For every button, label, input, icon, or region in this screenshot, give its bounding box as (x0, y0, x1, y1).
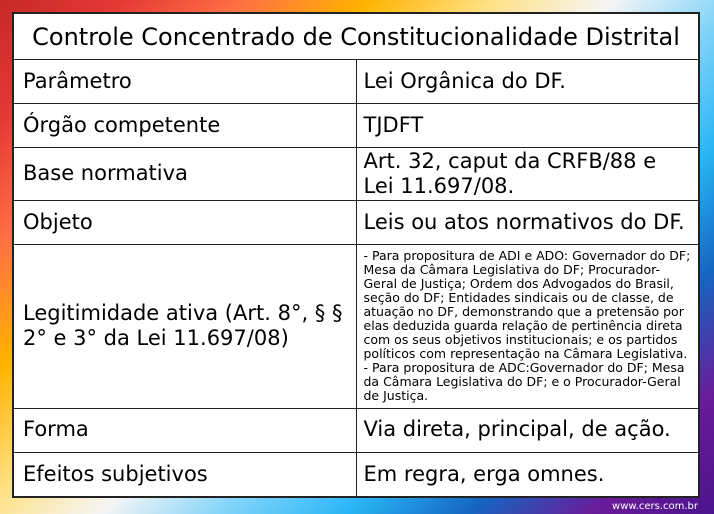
param-label: Efeitos subjetivos (14, 452, 357, 496)
param-label: Objeto (14, 200, 357, 244)
table-row (14, 148, 699, 200)
param-label: Legitimidade ativa (Art. 8°, § § 2° e 3° da Lei 11.697/08) (14, 245, 357, 409)
param-value: Via direta, principal, de ação. (356, 408, 699, 452)
table-row (14, 408, 699, 452)
legitimidade-adi-ado: - Para propositura de ADI e ADO: Governador do DF; Mesa da Câmara Legislativa do DF; Procurador-Geral de Justiça; Ordem dos Advogados do Brasil, seção do DF; Entidades sindicais ou de classe, de atuação no DF, demonstrando que a pretensão por elas deduzida guarda relação de pertinência direta com os seus objetivos institucionais; e os partidos políticos com representação na Câmara Legislativa. (363, 248, 691, 362)
table-title: Controle Concentrado de Constitucionalidade Distrital (14, 14, 699, 60)
legitimidade-adc: - Para propositura de ADC:Governador do DF; Mesa da Câmara Legislativa do DF; e o Procurador-Geral de Justiça. (363, 360, 685, 404)
param-value: Em regra, erga omnes. (356, 452, 699, 496)
table-row (14, 104, 699, 148)
param-label: Órgão competente (14, 104, 357, 148)
site-watermark: www.cers.com.br (612, 501, 698, 512)
param-value (356, 245, 699, 409)
param-value: Lei Orgânica do DF. (356, 60, 699, 104)
param-value: TJDFT (356, 104, 699, 148)
table-row (14, 200, 699, 244)
slide-panel (13, 13, 699, 497)
table-row (14, 60, 699, 104)
comparison-table (13, 13, 699, 497)
param-label: Forma (14, 408, 357, 452)
table-row (14, 245, 699, 409)
param-label: Base normativa (14, 148, 357, 200)
title-row (14, 14, 699, 60)
param-value: Leis ou atos normativos do DF. (356, 200, 699, 244)
param-label: Parâmetro (14, 60, 357, 104)
param-value: Art. 32, caput da CRFB/88 e Lei 11.697/08. (356, 148, 699, 200)
table-row (14, 452, 699, 496)
